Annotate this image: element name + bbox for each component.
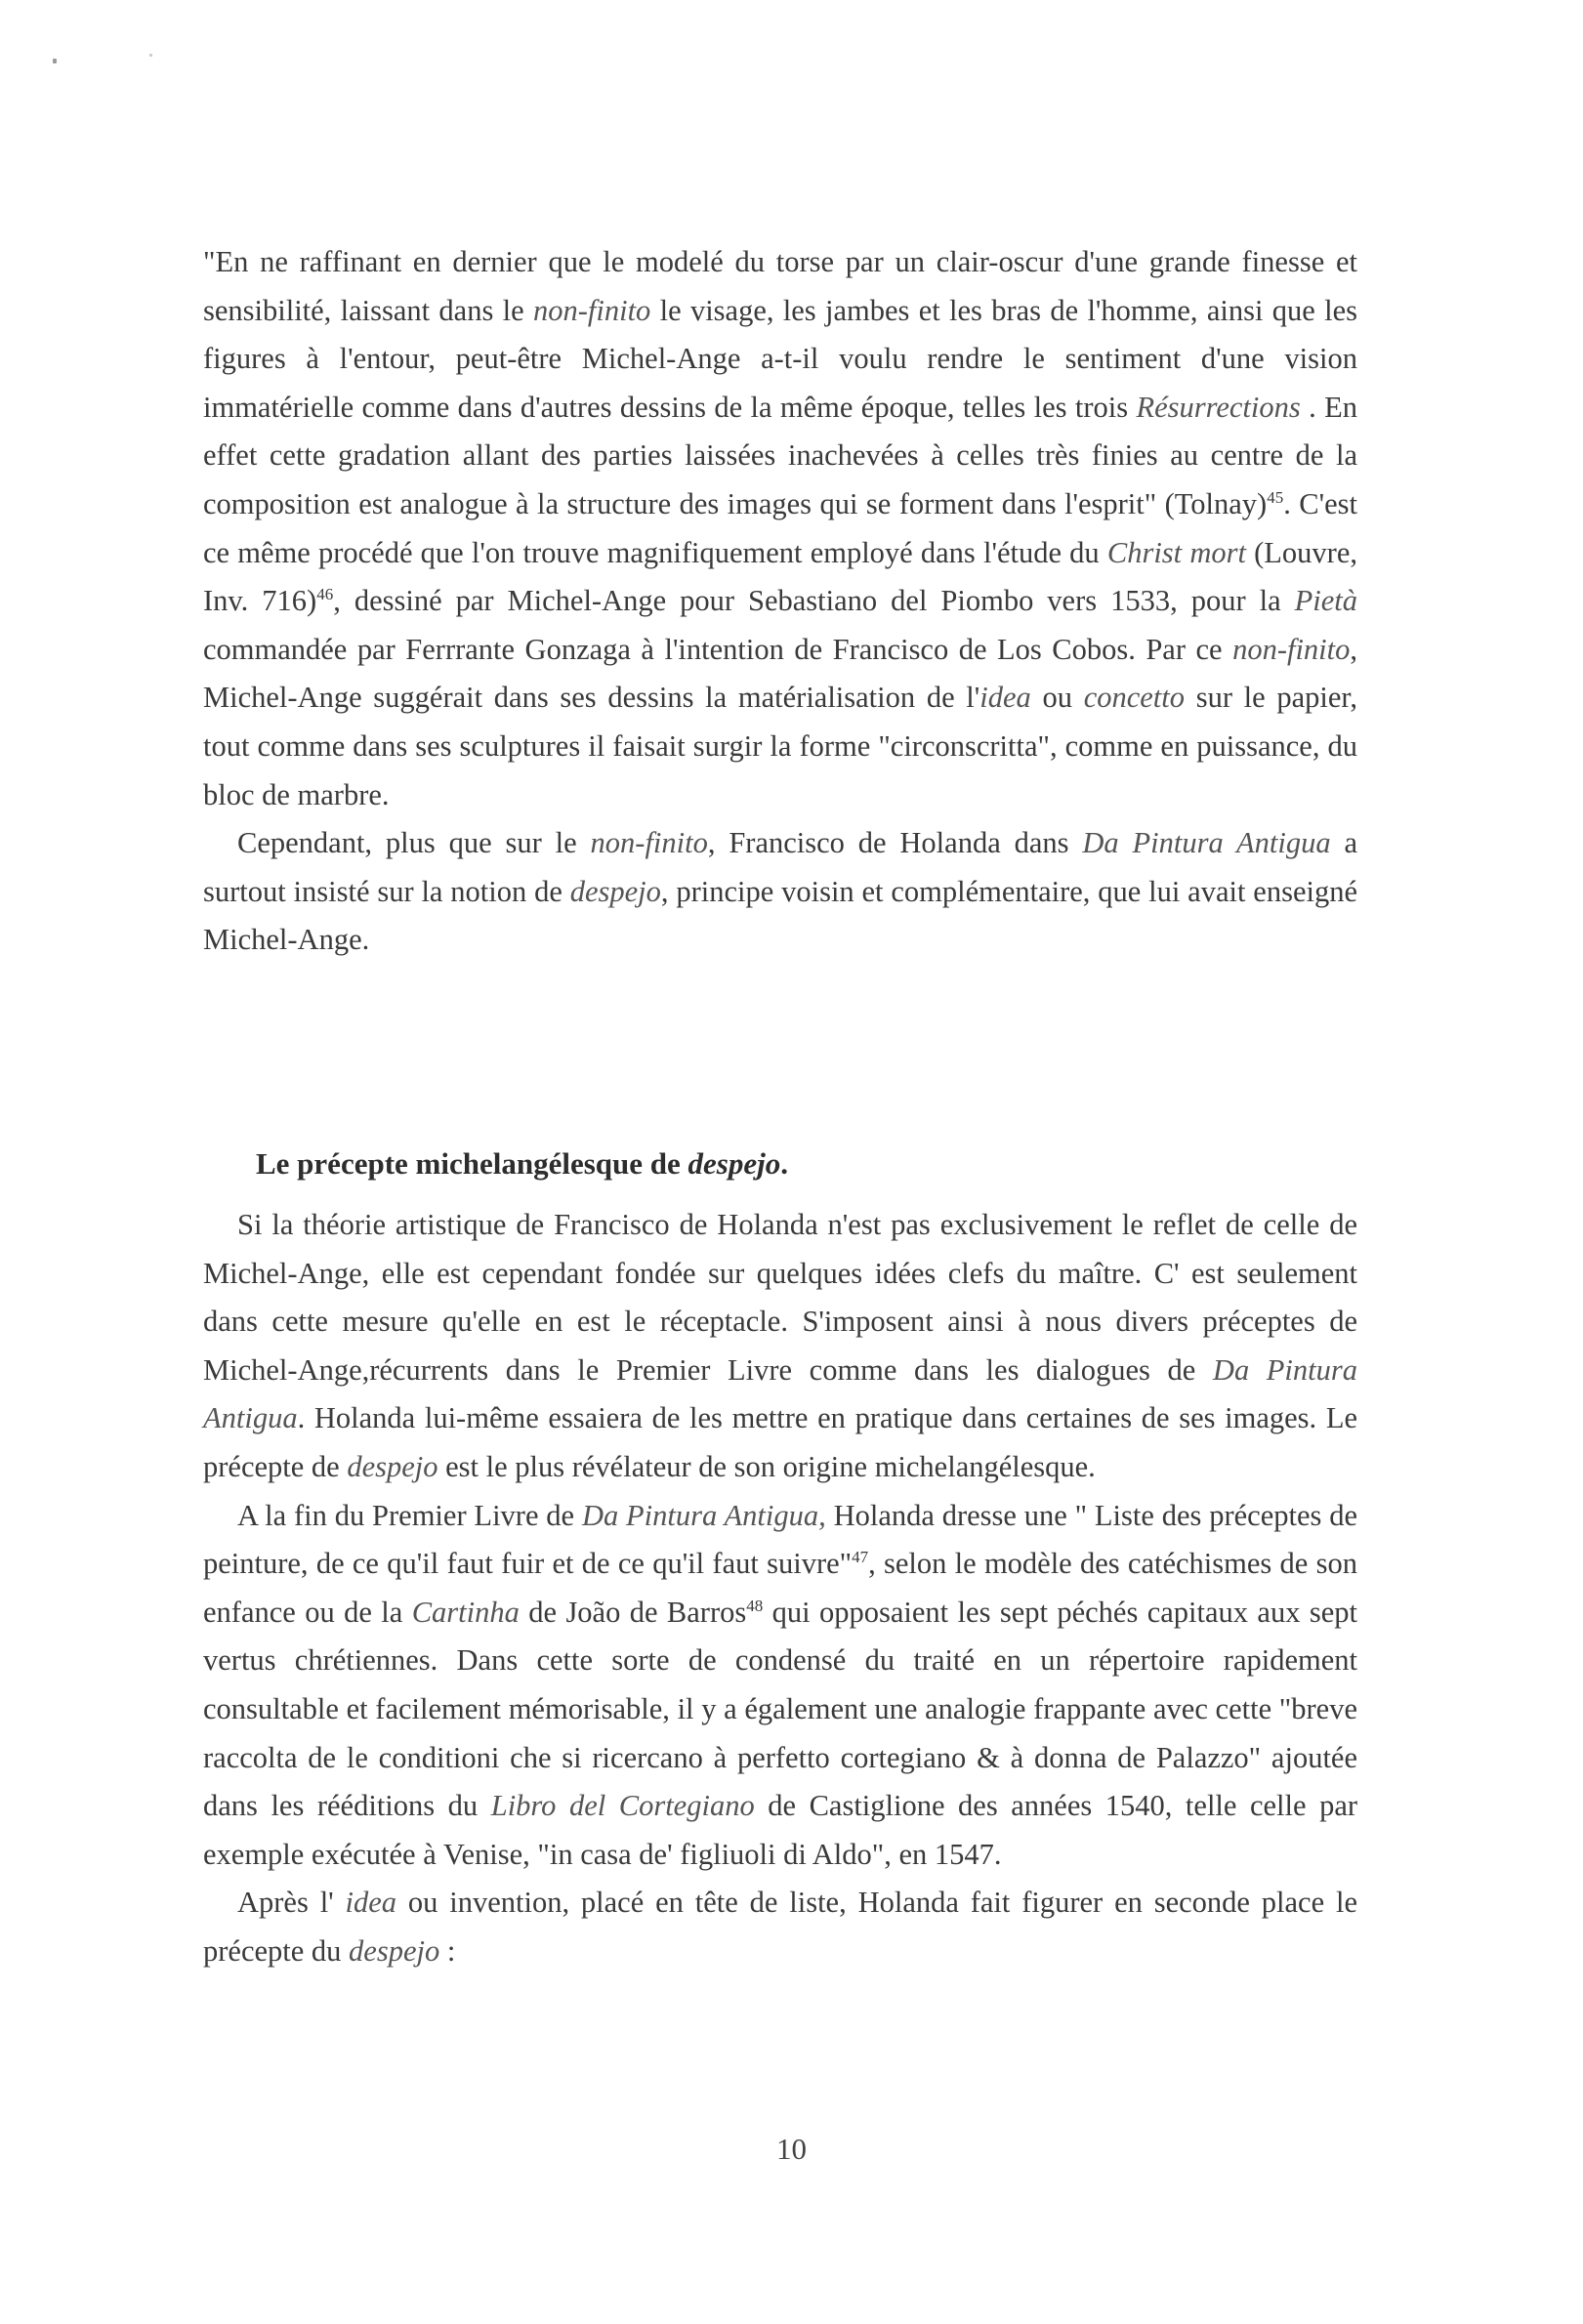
italic-title: Da Pintura Antigua,	[581, 1498, 826, 1532]
italic-term: despejo	[569, 874, 661, 908]
italic-title: Da Pintura Antigua	[203, 1352, 1357, 1435]
text-run: , Michel-Ange suggérait dans ses dessins la matérialisation de l'	[203, 632, 1357, 715]
italic-term: despejo	[347, 1449, 438, 1483]
scan-speck	[149, 54, 152, 57]
footnote-ref: 46	[316, 585, 334, 604]
text-run: Si la théorie artistique de Francisco de Holanda n'est pas exclusivement le reflet de celle de Michel-Ange, elle est cependant fondée sur quelques idées clefs du maître. C' est seulement dans cette mesure qu'elle en est le réceptacle. S'imposent ainsi à nous divers préceptes de Michel-Ange,récurrents dans le Premier Livre comme dans les dialogues de	[203, 1208, 1357, 1387]
text-run: de Castiglione des années 1540, telle celle par exemple exécutée à Venise, "in casa de' figliuoli di Aldo", en 1547.	[203, 1789, 1358, 1871]
text-run: sur le papier, tout comme dans ses sculptures il faisait surgir la forme "circonscritta", comme en puissance, du bloc de marbre.	[203, 681, 1357, 811]
text-run: Après l'	[237, 1886, 346, 1920]
text-run: . Holanda lui-même essaiera de les mettre en pratique dans certaines de ses images. Le précepte de	[203, 1401, 1357, 1483]
italic-term: non-finito	[590, 826, 708, 860]
footnote-ref: 47	[852, 1548, 869, 1567]
footnote-ref: 48	[746, 1596, 764, 1615]
italic-term: concetto	[1083, 681, 1185, 715]
paragraph-tolnay-quote	[203, 238, 1357, 819]
italic-title: Libro del Cortegiano	[490, 1789, 755, 1823]
italic-term: Pietà	[1294, 584, 1357, 618]
text-run: qui opposaient les sept péchés capitaux aux sept vertus chrétiennes. Dans cette sorte de condensé du traité en un répertoire rapidement consultable et facilement mémorisable, il y a également une analogie frappante avec cette "breve raccolta de le conditioni che si ricercano à perfetto cortegiano & à donna de Palazzo" ajoutée dans les rééditions du	[203, 1595, 1358, 1823]
italic-term: non-finito	[1232, 632, 1351, 666]
heading-italic: despejo	[687, 1146, 781, 1181]
text-run: de João de Barros	[519, 1595, 747, 1629]
italic-term: idea	[979, 681, 1031, 715]
text-run: (Louvre, Inv. 716)	[203, 535, 1357, 618]
scan-speck	[53, 59, 57, 63]
text-run: ou invention, placé en tête de liste, Holanda fait figurer en seconde place le précepte du	[203, 1886, 1357, 1968]
italic-term: Résurrections	[1136, 390, 1301, 424]
text-run: commandée par Ferrrante Gonzaga à l'intention de Francisco de Los Cobos. Par ce	[203, 632, 1233, 666]
italic-term: despejo	[349, 1933, 440, 1968]
text-run: , principe voisin et complémentaire, que lui avait enseigné Michel-Ange.	[203, 874, 1357, 957]
italic-term: idea	[345, 1886, 397, 1920]
text-run: a surtout insisté sur la notion de	[203, 826, 1357, 908]
text-run: , Francisco de Holanda dans	[707, 826, 1083, 860]
text-run: ou	[1030, 681, 1084, 715]
text-run: , dessiné par Michel-Ange pour Sebastiano del Piombo vers 1533, pour la	[333, 584, 1295, 618]
italic-title: Cartinha	[411, 1595, 520, 1629]
paragraph-holanda-theory	[203, 1201, 1357, 1492]
footnote-ref: 45	[1267, 487, 1284, 507]
text-run: Holanda dresse une " Liste des préceptes de peinture, de ce qu'il faut fuir et de ce qu'il faut suivre"	[203, 1498, 1357, 1581]
paragraph-idea-despejo	[203, 1879, 1357, 1975]
text-run: le visage, les jambes et les bras de l'homme, ainsi que les figures à l'entour, peut-être Michel-Ange a-t-il voulu rendre le sentiment d'une vision immatérielle comme dans d'autres dessins de la même époque, telles les trois	[203, 293, 1358, 424]
text-run: est le plus révélateur de son origine michelangélesque.	[437, 1449, 1096, 1483]
text-run: :	[439, 1933, 456, 1968]
text-run: Cependant, plus que sur le	[237, 826, 591, 860]
italic-term: Christ mort	[1106, 535, 1246, 569]
text-run: , selon le modèle des catéchismes de son enfance ou de la	[203, 1547, 1357, 1629]
italic-term: non-finito	[532, 293, 651, 327]
page-number: 10	[776, 2132, 807, 2166]
text-run: "En ne raffinant en dernier que le modelé du torse par un clair-oscur d'une grande finesse et sensibilité, laissant dans le	[203, 245, 1357, 327]
text-run: . En effet cette gradation allant des parties laissées inachevées à celles très finies au centre de la composition est analogue à la structure des images qui se forment dans l'esprit" (Tolnay)	[203, 390, 1357, 520]
section-heading	[256, 1146, 788, 1182]
paragraph-despejo-intro	[203, 819, 1357, 965]
text-block-1	[203, 238, 1357, 965]
italic-title: Da Pintura Antigua	[1082, 826, 1331, 860]
text-run: A la fin du Premier Livre de	[237, 1498, 582, 1532]
paragraph-liste-preceptes	[203, 1492, 1357, 1880]
text-block-2	[203, 1201, 1357, 1976]
heading-end: .	[780, 1146, 788, 1181]
text-run: . C'est ce même procédé que l'on trouve magnifiquement employé dans l'étude du	[203, 486, 1357, 569]
heading-text: Le précepte michelangélesque de	[256, 1146, 688, 1181]
